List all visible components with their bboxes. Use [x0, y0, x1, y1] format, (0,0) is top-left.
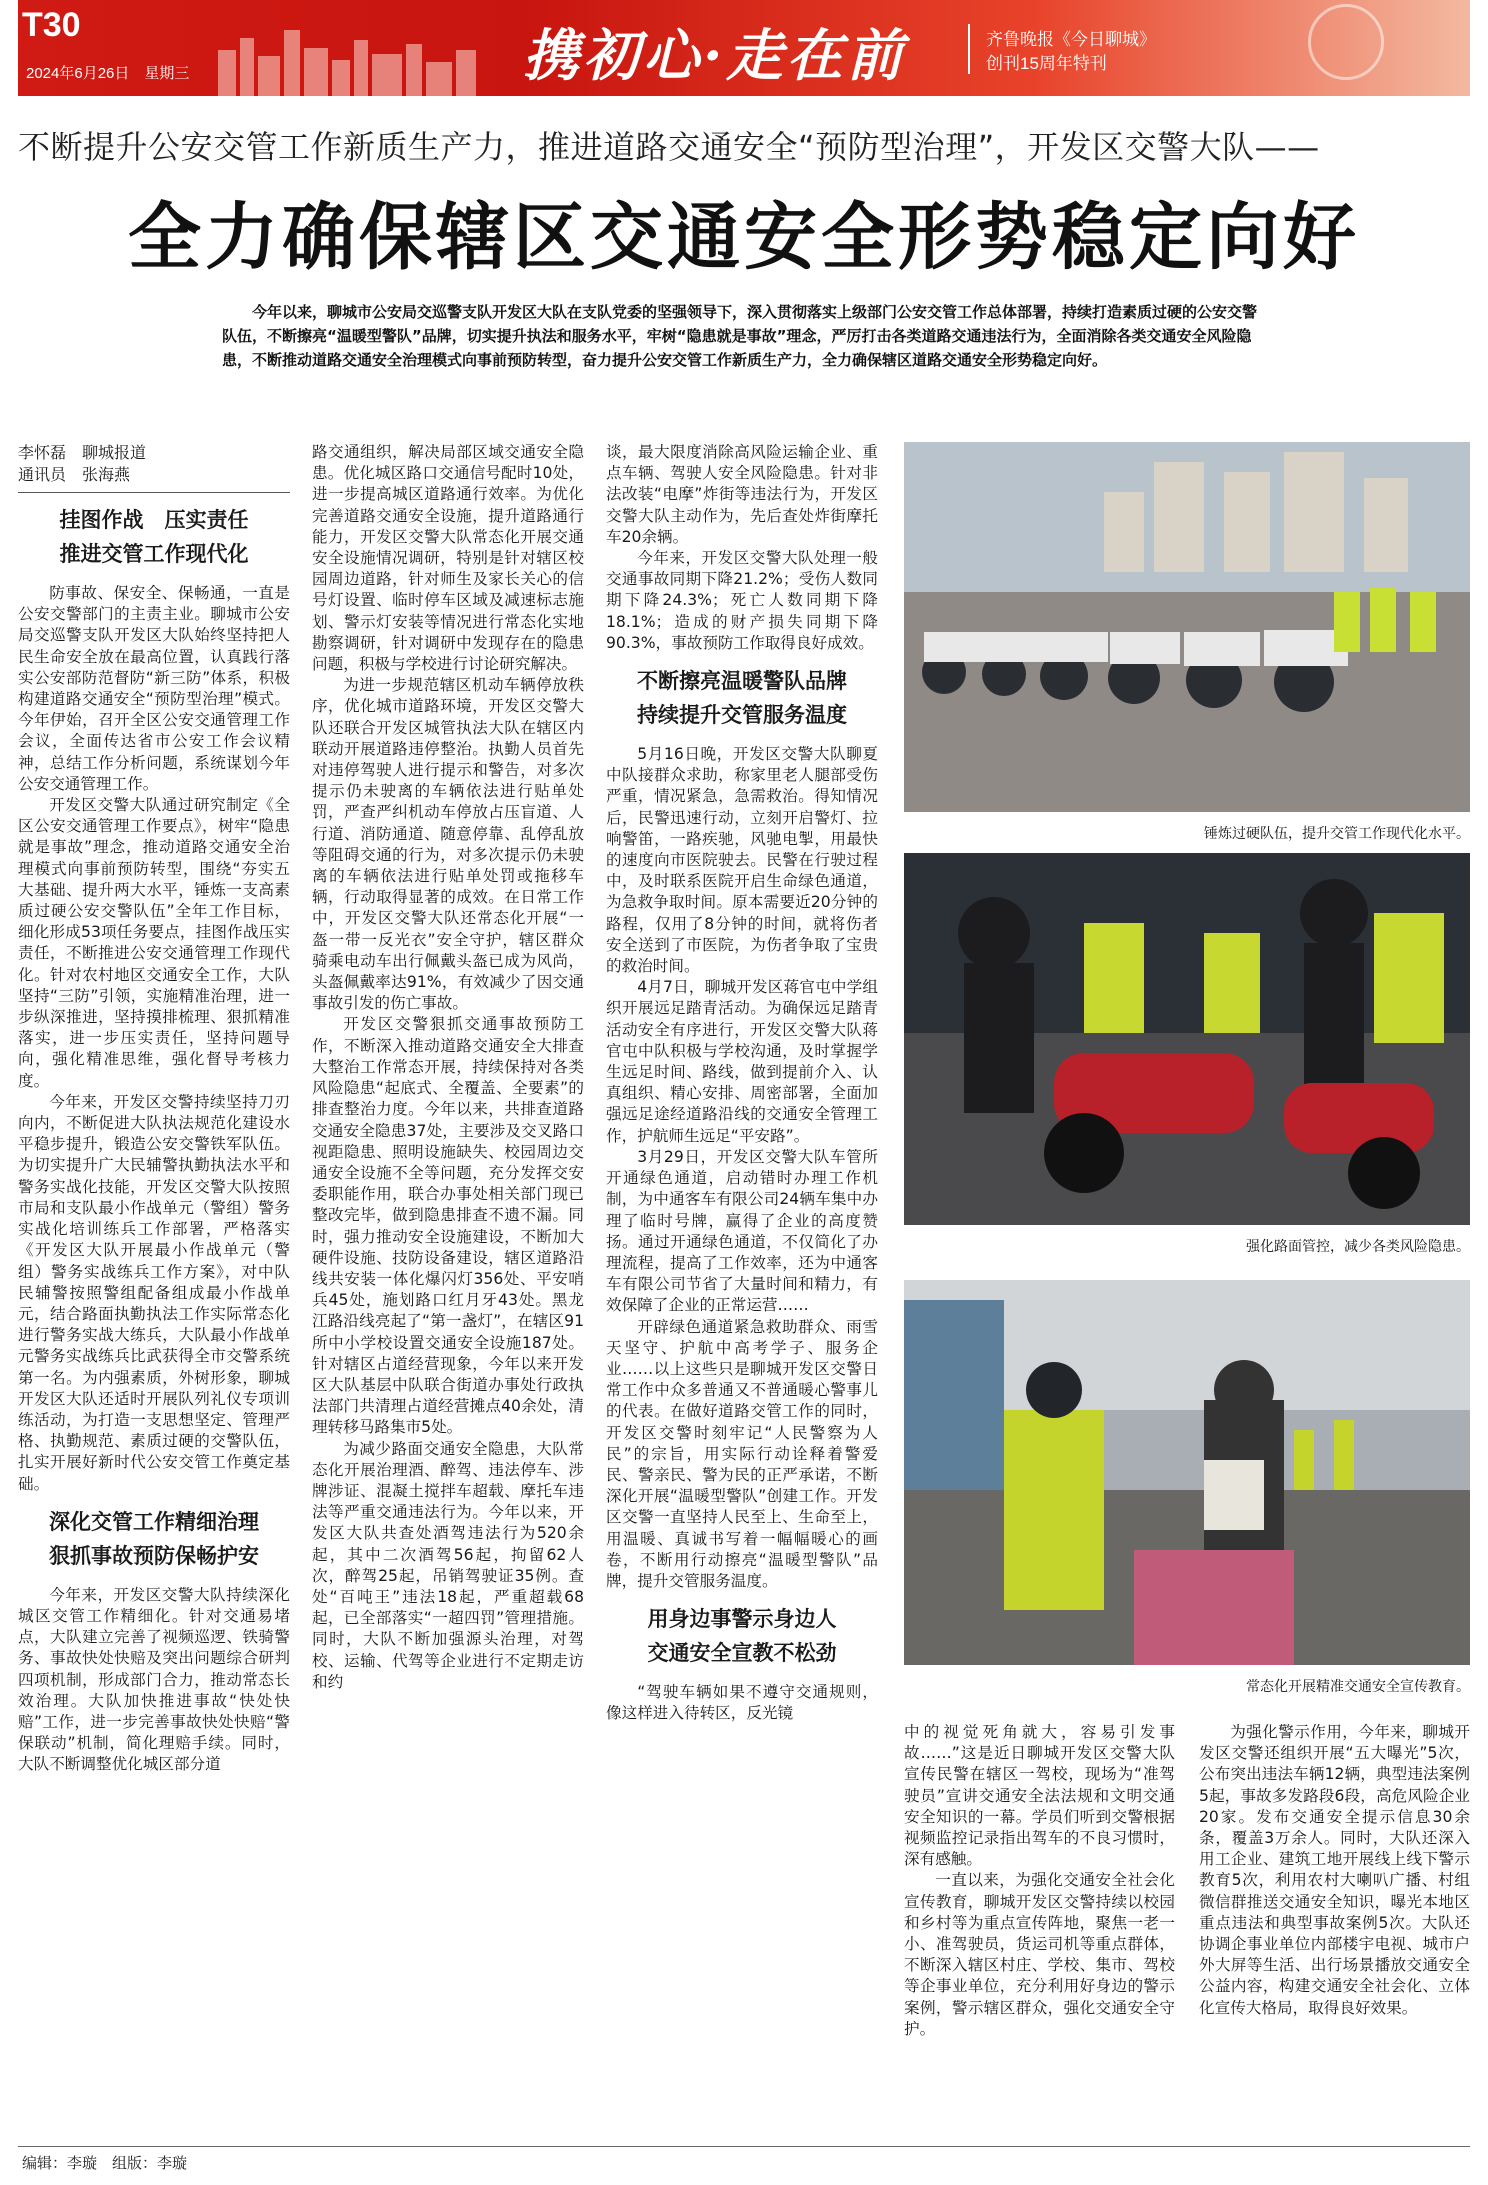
- paragraph: 今年来，开发区交警大队持续深化城区交管工作精细化。针对交通易堵点，大队建立完善了视频巡逻、铁骑警务、事故快处快赔及突出问题综合研判四项机制，形成部门合力，推动常态长效治理。大队加快推进事故“快处快赔”工作，进一步完善事故快处快赔“警保联动”机制，简化理赔手续。同时，大队不断调整优化城区部分道: [18, 1585, 290, 1774]
- paragraph: 防事故、保安全、保畅通，一直是公安交警部门的主责主业。聊城市公安局交巡警支队开发区大队始终坚持把人民生命安全放在最高位置，认真践行落实公安部防范督防“新三防”体系，积极构建道路交通安全“预防型治理”模式。今年伊始，召开全区公安交通管理工作会议，全面传达省市公安工作会议精神，总结工作分析问题，系统谋划今年公安交通管理工作。: [18, 584, 290, 793]
- subheading-line: 推进交管工作现代化: [59, 541, 249, 566]
- column-4-left: [904, 1722, 1175, 2040]
- subheading-line: 交通安全宣教不松劲: [647, 1640, 837, 1666]
- column-4-right: [1199, 1722, 1470, 2019]
- banner-slogan: 携初心·走在前: [523, 23, 907, 89]
- page-number: T30: [22, 6, 81, 44]
- subheading: [18, 1505, 290, 1573]
- publication-info: [986, 28, 1156, 76]
- ferris-wheel-graphic: [1308, 4, 1384, 80]
- paragraph: 今年来，开发区交警大队处理一般交通事故同期下降21.2%；受伤人数同期下降24.3%；死亡人数同期下降18.1%；造成的财产损失同期下降90.3%，事故预防工作取得良好成效。: [606, 549, 878, 652]
- reporter-credit: 李怀磊 聊城报道: [18, 443, 147, 462]
- paragraph: 路交通组织，解决局部区域交通安全隐患。优化城区路口交通信号配时10处，进一步提高城区道路通行效率。为优化完善道路交通安全设施，提升道路通行能力，开发区交警大队常态化开展交通安全设施情况调研，特别是针对辖区校园周边道路，针对师生及家长关心的信号灯设置、临时停车区域及减速标志施划、警示灯安装等情况进行常态化实地勘察调研，针对调研中发现存在的隐患问题，积极与学校进行讨论研究解决。: [312, 443, 584, 674]
- photo-caption: 常态化开展精准交通安全宣传教育。: [1246, 1679, 1470, 1695]
- photo-caption: 强化路面管控，减少各类风险隐患。: [1246, 1239, 1470, 1255]
- publication-name: 齐鲁晚报《今日聊城》: [986, 30, 1156, 49]
- subheading-line: 用身边事警示身边人: [647, 1606, 837, 1632]
- paragraph: 谈，最大限度消除高风险运输企业、重点车辆、驾驶人安全风险隐患。针对非法改装“电摩”炸街等违法行为，开发区交警大队主动作为，先后查处炸街摩托车20余辆。: [606, 443, 878, 546]
- paragraph: 一直以来，为强化交通安全社会化宣传教育，聊城开发区交警持续以校园和乡村等为重点宣传阵地，聚焦一老一小、准驾驶员，货运司机等重点群体，不断深入辖区村庄、学校、集市、驾校等企事业单位，充分利用好身边的警示案例，警示辖区群众，强化交通安全守护。: [904, 1871, 1175, 2038]
- paragraph: 5月16日晚，开发区交警大队聊夏中队接群众求助，称家里老人腿部受伤严重，情况紧急，急需救治。得知情况后，民警迅速行动，立刻开启警灯、拉响警笛，一路疾驰，风驰电掣，用最快的速度向市医院驶去。民警在行驶过程中，及时联系医院开启生命绿色通道，为急救争取时间。原本需要近20分钟的路程，仅用了8分钟的时间，就将伤者安全送到了市医院，为伤者争取了宝贵的救治时间。: [606, 745, 878, 976]
- paragraph: 为强化警示作用，今年来，聊城开发区交警还组织开展“五大曝光”5次，公布突出违法车辆12辆，典型违法案例5起，事故多发路段6段，高危风险企业20家。发布交通安全提示信息30余条，覆盖3万余人。同时，大队还深入用工企业、建筑工地开展线上线下警示教育5次，利用农村大喇叭广播、村组微信群推送交通安全知识，曝光本地区重点违法和典型事故案例5次。大队还协调企事业单位内部楼宇电视、城市户外大屏等生活、出行场景播放交通安全公益内容，构建交通安全社会化、立体化宣传大格局，取得良好效果。: [1199, 1723, 1470, 2017]
- main-headline: 全力确保辖区交通安全形势稳定向好: [128, 194, 1360, 280]
- paragraph: 3月29日，开发区交警大队车管所开通绿色通道，启动错时办理工作机制，为中通客车有限公司24辆车集中办理了临时号牌，赢得了企业的高度赞扬。通过开通绿色通道，不仅简化了办理流程，提高了工作效率，还为中通客车有限公司节省了大量时间和精力，有效保障了企业的正常运营……: [606, 1147, 878, 1315]
- photo-traffic-safety-education: [904, 1280, 1470, 1665]
- paragraph: 今年来，开发区交警持续坚持刀刃向内，不断促进大队执法规范化建设水平稳步提升，锻造公安交警铁军队伍。为切实提升广大民辅警执勤执法水平和警务实战化技能，开发区交警大队按照市局和支队最小作战单元（警组）警务实战化培训练兵工作部署，严格落实《开发区大队开展最小作战单元（警组）警务实战练兵工作方案》，对中队民辅警按照警组配备组成最小作战单元，结合路面执勤执法工作实际常态化进行警务实战大练兵，大队最小作战单元警务实战练兵比武获得全市交警系统第一名。为内强素质，外树形象，聊城开发区大队还适时开展队列礼仪专项训练活动，为打造一支思想坚定、管理严格、执勤规范、素质过硬的交警队伍，扎实开展好新时代公安交管工作奠定基础。: [18, 1092, 290, 1493]
- subheading: [606, 664, 878, 732]
- city-skyline-graphic: [208, 20, 488, 96]
- paragraph: 为减少路面交通安全隐患，大队常态化开展治理酒、醉驾、违法停车、涉牌涉证、混凝土搅拌车超载、摩托车违法等严重交通违法行为。今年以来，开发区大队共查处酒驾违法行为520余起，其中二次酒驾56起，拘留62人次，醉驾25起，吊销驾驶证35例。查处“百吨王”违法18起，严重超载68起，已全部落实“一超四罚”管理措施。同时，大队不断加强源头治理，对驾校、运输、代驾等企业进行不定期走访和约: [312, 1439, 584, 1691]
- banner-divider: [968, 24, 970, 74]
- correspondent-credit: 通讯员 张海燕: [18, 465, 131, 484]
- masthead-banner: [18, 0, 1470, 96]
- photo-caption: 锤炼过硬队伍，提升交管工作现代化水平。: [1204, 826, 1470, 842]
- paragraph: 开发区交警大队通过研究制定《全区公安交通管理工作要点》，树牢“隐患就是事故”理念，推动道路交通安全治理模式向事前预防转型，围绕“夯实五大基础、提升两大水平，锤炼一支高素质过硬公安交警队伍”全年工作目标，细化形成53项任务要点，挂图作战压实责任，不断推进公安交通管理工作现代化。针对农村地区交通安全工作，大队坚持“三防”引领，实施精准治理，进一步纵深推进，坚持摸排梳理、狠抓精准落实，进一步压实责任，坚持问题导向，强化精准思维，强化督导考核力度。: [18, 796, 290, 1090]
- subheading-line: 狠抓事故预防保畅护安: [49, 1542, 259, 1568]
- anniversary-label: 创刊15周年特刊: [986, 54, 1107, 73]
- paragraph: 为进一步规范辖区机动车辆停放秩序，优化城市道路环境，开发区交警大队还联合开发区城管执法大队在辖区内联动开展道路违停整治。执勤人员首先对违停驾驶人进行提示和警告，对多次提示仍未驶离的车辆依法进行贴单处罚，严查严纠机动车停放占压盲道、人行道、消防通道、随意停靠、乱停乱放等阻碍交通的行为，对多次提示仍未驶离的车辆依法进行贴单处罚或拖移车辆，行动取得显著的成效。在日常工作中，开发区交警大队还常态化开展“一盔一带一反光衣”安全守护，辖区群众骑乘电动车出行佩戴头盔已成为风尚，头盔佩戴率达91%，有效减少了因交通事故引发的伤亡事故。: [312, 676, 584, 1013]
- paragraph: 中的视觉死角就大，容易引发事故……”这是近日聊城开发区交警大队宣传民警在辖区一驾校，现场为“准驾驶员”宣讲交通安全法法规和文明交通安全知识的一幕。学员们听到交警根据视频监控记录指出驾车的不良习惯时，深有感触。: [904, 1723, 1175, 1869]
- paragraph: “驾驶车辆如果不遵守交通规则，像这样进入待转区，反光镜: [606, 1683, 878, 1723]
- lead-paragraph: 今年以来，聊城市公安局交巡警支队开发区大队在支队党委的坚强领导下，深入贯彻落实上级部门公安交管工作总体部署，持续打造素质过硬的公安交警队伍，不断擦亮“温暖型警队”品牌，切实提升执法和服务水平，牢树“隐患就是事故”理念，严厉打击各类道路交通违法行为，全面消除各类交通安全风险隐患，不断推动道路交通安全治理模式向事前预防转型，奋力提升公安交管工作新质生产力，全力确保辖区道路交通安全形势稳定向好。: [222, 303, 1258, 369]
- subheading-line: 深化交管工作精细治理: [49, 1508, 259, 1534]
- paragraph: 开辟绿色通道紧急救助群众、雨雪天坚守、护航中高考学子、服务企业……以上这些只是聊城开发区交警日常工作中众多普通又不普通暖心警事儿的代表。在做好道路交管工作的同时，开发区交警时刻牢记“人民警察为人民”的宗旨，用实际行动诠释着警爱民、警亲民、警为民的正严承诺，不断深化开展“温暖型警队”创建工作。开发区交警一直坚持人民至上、生命至上，用温暖、真诚书写着一幅幅暖心的画卷，不断用行动擦亮“温暖型警队”品牌，提升交管服务温度。: [606, 1317, 878, 1590]
- byline: [18, 442, 290, 486]
- subheading-line: 挂图作战 压实责任: [59, 507, 249, 532]
- editor-credit: 编辑：李璇 组版：李璇: [22, 2154, 188, 2172]
- subheading: [606, 1602, 878, 1670]
- issue-date: 2024年6月26日 星期三: [26, 65, 190, 82]
- subheading-line: 持续提升交管服务温度: [637, 702, 847, 728]
- article-column-3: [606, 442, 878, 1725]
- article-column-2: [312, 442, 584, 1693]
- paragraph: 开发区交警狠抓交通事故预防工作，不断深入推动道路交通安全大排查大整治工作常态开展，持续保持对各类风险隐患“起底式、全覆盖、全要素”的排查整治力度。今年以来，共排查道路交通安全隐患37处，主要涉及交叉路口视距隐患、照明设施缺失、校园周边交通安全设施不全等问题，充分发挥交安委职能作用，联合办事处相关部门现已整改完毕，做到隐患排查不遗不漏。同时，强力推动安全设施建设，不断加大硬件设施、技防设备建设，辖区道路沿线共安装一体化爆闪灯356处、平安哨兵45处，施划路口红月牙43处。黑龙江路沿线亮起了“第一盏灯”，在辖区91所中小学校设置交通安全设施187处。针对辖区占道经营现象，今年以来开发区大队基层中队联合街道办事处行政执法部门共清理占道经营摊点40余处，清理转移马路集市5处。: [312, 1015, 584, 1437]
- photo-night-traffic-check: [904, 853, 1470, 1225]
- photo-police-motorcycle-lineup: [904, 442, 1470, 812]
- byline-rule: [18, 492, 290, 493]
- kicker-title: 不断提升公安交管工作新质生产力，推进道路交通安全“预防型治理”，开发区交警大队——: [18, 128, 1320, 166]
- paragraph: 4月7日，聊城开发区蒋官屯中学组织开展远足踏青活动。为确保远足踏青活动安全有序进行，开发区交警大队蒋官屯中队积极与学校沟通，及时掌握学生远足时间、路线，做到提前介入、认真组织、精心安排、周密部署，全面加强远足途经道路沿线的交通安全管理工作，护航师生远足“平安路”。: [606, 978, 878, 1145]
- subheading: [18, 503, 290, 571]
- article-column-1: [18, 442, 290, 1776]
- subheading-line: 不断擦亮温暖警队品牌: [637, 668, 847, 694]
- footer-rule: [18, 2146, 1470, 2147]
